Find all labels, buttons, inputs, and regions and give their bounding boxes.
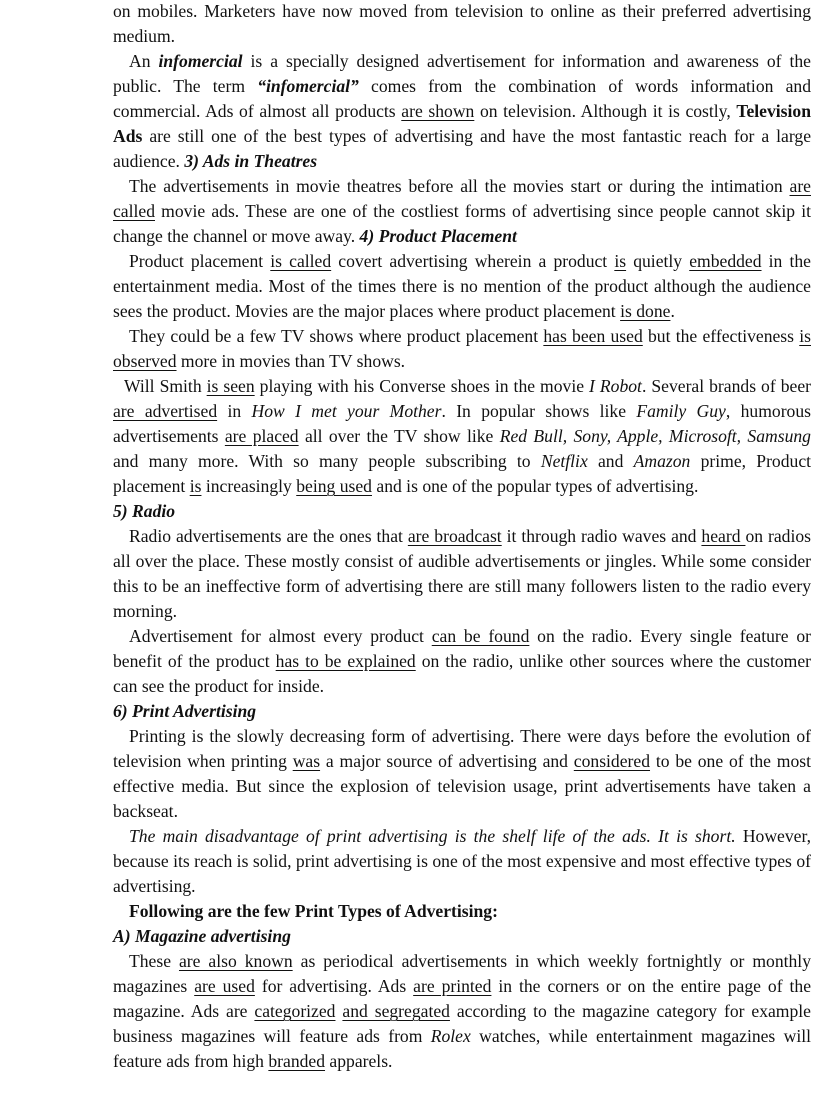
underlined-verb: is done bbox=[620, 301, 671, 321]
text: An bbox=[129, 51, 159, 71]
paragraph-magazine bbox=[113, 949, 811, 1074]
text: watches, while entertainment magazines will feature ads from high bbox=[113, 1026, 811, 1071]
text: but the effectiveness bbox=[642, 326, 800, 346]
term-television-ads: Television Ads bbox=[113, 101, 811, 146]
text: in the corners or on the entire page of the magazine. Ads are bbox=[113, 976, 812, 1021]
text: apparels. bbox=[325, 1051, 393, 1071]
underlined-verb: heard bbox=[701, 526, 746, 546]
text: according to the magazine category for example business magazines will feature ads from bbox=[113, 1001, 811, 1046]
text: They could be a few TV shows where product placement bbox=[129, 326, 544, 346]
section-heading-theatres: 3) Ads in Theatres bbox=[184, 151, 318, 171]
section-heading-placement: 4) Product Placement bbox=[359, 226, 517, 246]
term-infomercial-quoted: “infomercial” bbox=[257, 76, 359, 96]
text: on radios all over the place. These mostly consist of audible advertisements or jingles. While some consider this to be an ineffective form of advertising there are still many followers listen to the radio every morning. bbox=[113, 526, 811, 621]
text: Advertisement for almost every product bbox=[129, 626, 432, 646]
text: is a specially designed advertisement for information and awareness of the public. The term bbox=[113, 51, 811, 96]
paragraph-mobiles bbox=[113, 0, 811, 49]
section-heading-following: Following are the few Print Types of Advertising: bbox=[129, 901, 498, 921]
underlined-verb: is bbox=[189, 476, 202, 496]
brand-rolex: Rolex bbox=[430, 1026, 471, 1046]
section-heading-radio: 5) Radio bbox=[113, 501, 176, 521]
text: The advertisements in movie theatres before all the movies start or during the intimation bbox=[129, 176, 790, 196]
text: on the radio. Every single feature or benefit of the product bbox=[113, 626, 811, 671]
text: increasingly bbox=[201, 476, 297, 496]
text: in bbox=[217, 401, 252, 421]
text: and many more. With so many people subscribing to bbox=[113, 451, 541, 471]
text: on the radio, unlike other sources where the customer can see the product for inside. bbox=[113, 651, 811, 696]
paragraph-placement bbox=[113, 249, 811, 324]
text: to be one of the most effective media. But since the explosion of television usage, print advertisements have taken a backseat. bbox=[113, 751, 811, 821]
text: all over the TV show like bbox=[298, 426, 500, 446]
text: playing with his Converse shoes in the movie bbox=[254, 376, 590, 396]
text: and is one of the popular types of advertising. bbox=[371, 476, 699, 496]
paragraph-theatres bbox=[113, 174, 811, 249]
brand-netflix: Netflix bbox=[540, 451, 588, 471]
underlined-verb: are advertised bbox=[113, 401, 218, 421]
underlined-verb: is observed bbox=[113, 326, 811, 371]
text: Printing is the slowly decreasing form of advertising. There were days before the evolution of television when printing bbox=[113, 726, 811, 771]
text: comes from the combination of words information and commercial. Ads of almost all products bbox=[113, 76, 811, 121]
brand-list: Red Bull, Sony, Apple, Microsoft, Samsung bbox=[499, 426, 811, 446]
text: movie ads. These are one of the costliest forms of advertising since people cannot skip it change the channel or move away. bbox=[113, 201, 811, 246]
text: covert advertising wherein a product bbox=[331, 251, 615, 271]
italic-sentence: The main disadvantage of print advertising is the shelf life of the ads. It is short. bbox=[129, 826, 736, 846]
text: as periodical advertisements in which weekly fortnightly or monthly magazines bbox=[113, 951, 811, 996]
text: on mobiles. Marketers have now moved from television to online as their preferred advertising medium. bbox=[113, 1, 811, 46]
underlined-verb: has been used bbox=[543, 326, 643, 346]
underlined-verb: are placed bbox=[224, 426, 299, 446]
underlined-verb: can be found bbox=[431, 626, 530, 646]
text: . In popular shows like bbox=[441, 401, 637, 421]
paragraph-infomercial bbox=[113, 49, 811, 174]
text: prime, Product placement bbox=[113, 451, 812, 496]
text: Radio advertisements are the ones that bbox=[129, 526, 408, 546]
text: on television. Although it is costly, bbox=[474, 101, 737, 121]
title-family-guy: Family Guy bbox=[636, 401, 726, 421]
section-heading-magazine: A) Magazine advertising bbox=[113, 926, 291, 946]
underlined-verb: are printed bbox=[413, 976, 492, 996]
underlined-verb: are also known bbox=[178, 951, 293, 971]
text: it through radio waves and bbox=[501, 526, 702, 546]
underlined-verb: are bbox=[789, 176, 811, 196]
text: Will Smith bbox=[124, 376, 207, 396]
text: However, because its reach is solid, print advertising is one of the most expensive and most effective types of advertising. bbox=[113, 826, 811, 896]
text: . Several brands of beer bbox=[641, 376, 811, 396]
underlined-verb: embedded bbox=[689, 251, 762, 271]
text: , humorous advertisements bbox=[113, 401, 811, 446]
paragraph-printing bbox=[113, 724, 811, 824]
underlined-verb: are broadcast bbox=[407, 526, 502, 546]
text: in the entertainment media. Most of the times there is no mention of the product although the audience sees the product. Movies are the major places where product placement bbox=[113, 251, 811, 321]
underlined-verb: are used bbox=[194, 976, 255, 996]
section-heading-print: 6) Print Advertising bbox=[113, 701, 257, 721]
underlined-verb: is bbox=[614, 251, 627, 271]
underlined-verb: was bbox=[292, 751, 321, 771]
text: Product placement bbox=[129, 251, 271, 271]
underlined-verb: is called bbox=[270, 251, 332, 271]
underlined-verb: being used bbox=[296, 476, 372, 496]
text: a major source of advertising and bbox=[320, 751, 574, 771]
document-page bbox=[113, 0, 811, 1074]
text: more in movies than TV shows. bbox=[176, 351, 406, 371]
paragraph-print-disadvantage bbox=[113, 824, 811, 899]
term-infomercial: infomercial bbox=[158, 51, 243, 71]
underlined-verb: called bbox=[113, 201, 155, 221]
paragraph-radio-products bbox=[113, 624, 811, 699]
underlined-verb: considered bbox=[573, 751, 651, 771]
paragraph-tv-shows bbox=[113, 324, 811, 374]
text: These bbox=[129, 951, 179, 971]
underlined-verb: is seen bbox=[206, 376, 255, 396]
title-how-i-met-your-mother: How I met your Mother bbox=[251, 401, 442, 421]
underlined-verb: has to be explained bbox=[275, 651, 416, 671]
underlined-verb: branded bbox=[268, 1051, 326, 1071]
brand-amazon: Amazon bbox=[633, 451, 691, 471]
paragraph-radio bbox=[113, 524, 811, 624]
text: . bbox=[670, 301, 675, 321]
text: for advertising. Ads bbox=[254, 976, 414, 996]
text: are still one of the best types of advertising and have the most fantastic reach for a large audience. bbox=[113, 126, 811, 171]
title-i-robot: I Robot bbox=[589, 376, 642, 396]
underlined-verb: categorized bbox=[254, 1001, 336, 1021]
paragraph-will-smith bbox=[113, 374, 811, 499]
underlined-verb: and segregated bbox=[342, 1001, 450, 1021]
text: quietly bbox=[626, 251, 690, 271]
underlined-verb: are shown bbox=[401, 101, 475, 121]
text: and bbox=[587, 451, 634, 471]
